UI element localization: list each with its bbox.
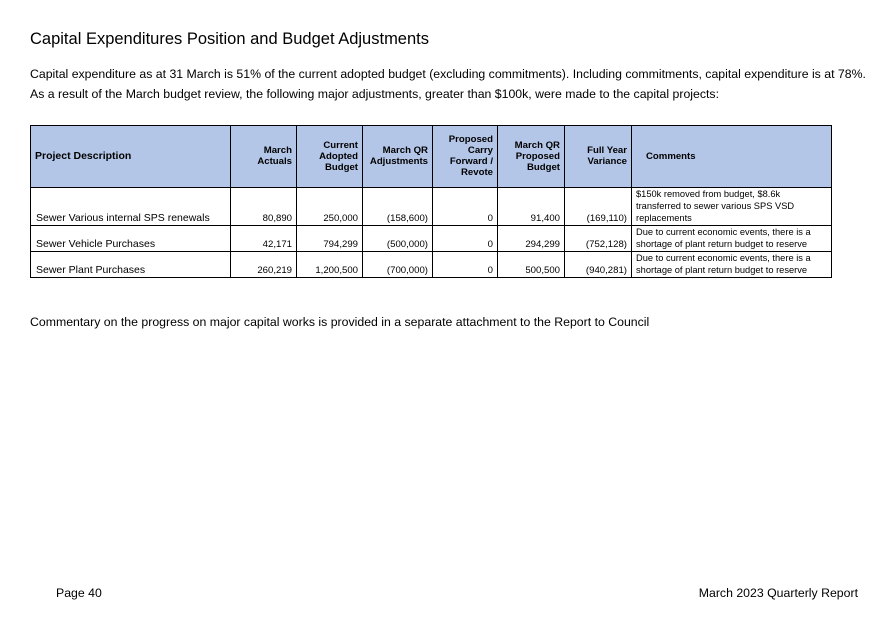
cell-march-qr-proposed-budget: 500,500 xyxy=(498,252,565,278)
page-number: Page 40 xyxy=(56,586,102,600)
table-row xyxy=(31,188,832,226)
table-header-row xyxy=(31,126,832,188)
cell-proposed-carry-forward: 0 xyxy=(433,226,498,252)
cell-march-qr-proposed-budget: 91,400 xyxy=(498,188,565,226)
header-march-qr-adjustments: March QR Adjustments xyxy=(363,126,433,188)
header-project-description: Project Description xyxy=(31,126,231,188)
cell-march-actuals: 42,171 xyxy=(231,226,297,252)
header-march-qr-proposed-budget: March QR Proposed Budget xyxy=(498,126,565,188)
header-full-year-variance: Full Year Variance xyxy=(565,126,632,188)
report-name: March 2023 Quarterly Report xyxy=(698,586,858,600)
cell-full-year-variance: (940,281) xyxy=(565,252,632,278)
cell-comment: Due to current economic events, there is a shortage of plant return budget to reserve xyxy=(632,226,832,252)
capital-adjustments-table xyxy=(30,125,832,278)
commentary-note: Commentary on the progress on major capital works is provided in a separate attachment to the Report to Council xyxy=(30,315,650,329)
cell-comment: $150k removed from budget, $8.6k transferred to sewer various SPS VSD replacements xyxy=(632,188,832,226)
cell-description: Sewer Vehicle Purchases xyxy=(31,226,231,252)
table-row xyxy=(31,252,832,278)
cell-proposed-carry-forward: 0 xyxy=(433,252,498,278)
cell-march-actuals: 80,890 xyxy=(231,188,297,226)
header-comments: Comments xyxy=(632,126,832,188)
cell-march-actuals: 260,219 xyxy=(231,252,297,278)
cell-march-qr-adjustments: (158,600) xyxy=(363,188,433,226)
header-current-adopted-budget: Current Adopted Budget xyxy=(297,126,363,188)
cell-description: Sewer Plant Purchases xyxy=(31,252,231,278)
cell-proposed-carry-forward: 0 xyxy=(433,188,498,226)
cell-current-adopted-budget: 1,200,500 xyxy=(297,252,363,278)
intro-line-2: As a result of the March budget review, the following major adjustments, greater than $100k, were made to the capital projects: xyxy=(30,87,719,101)
table-row xyxy=(31,226,832,252)
cell-current-adopted-budget: 794,299 xyxy=(297,226,363,252)
cell-march-qr-adjustments: (700,000) xyxy=(363,252,433,278)
header-proposed-carry-forward: Proposed Carry Forward / Revote xyxy=(433,126,498,188)
cell-current-adopted-budget: 250,000 xyxy=(297,188,363,226)
header-march-actuals: March Actuals xyxy=(231,126,297,188)
cell-march-qr-adjustments: (500,000) xyxy=(363,226,433,252)
cell-description: Sewer Various internal SPS renewals xyxy=(31,188,231,226)
cell-comment: Due to current economic events, there is a shortage of plant return budget to reserve xyxy=(632,252,832,278)
cell-full-year-variance: (752,128) xyxy=(565,226,632,252)
page-title: Capital Expenditures Position and Budget Adjustments xyxy=(30,30,429,48)
cell-march-qr-proposed-budget: 294,299 xyxy=(498,226,565,252)
cell-full-year-variance: (169,110) xyxy=(565,188,632,226)
intro-line-1: Capital expenditure as at 31 March is 51% of the current adopted budget (excluding commitments). Including commitments, capital expenditure is at 78%. xyxy=(30,67,866,81)
